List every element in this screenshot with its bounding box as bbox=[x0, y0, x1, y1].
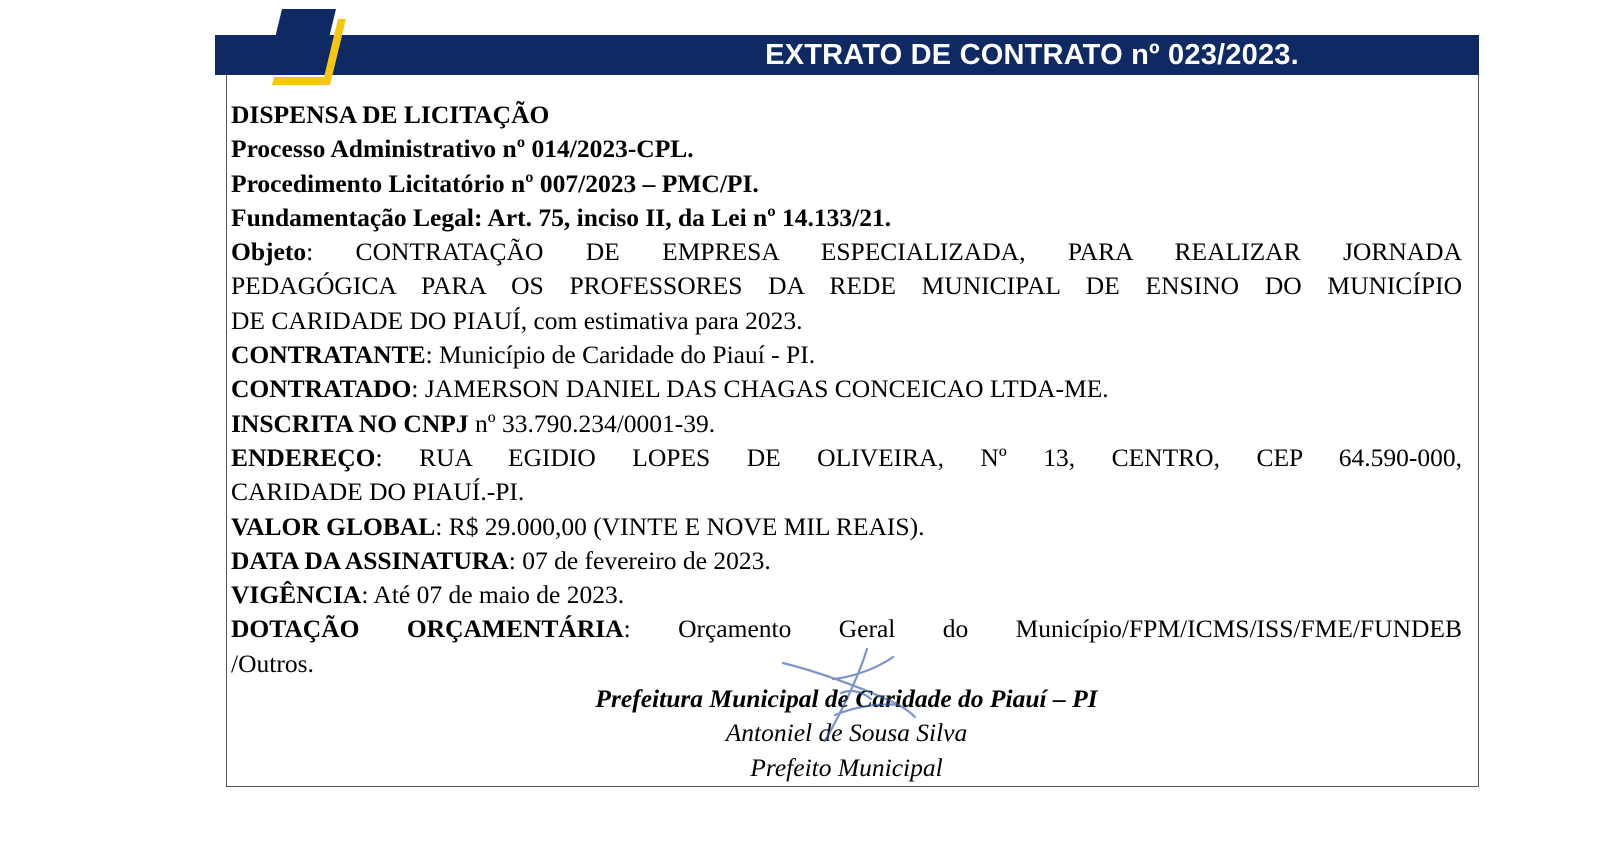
valor-label: VALOR GLOBAL bbox=[231, 511, 436, 541]
cnpj-value: nº 33.790.234/0001-39. bbox=[468, 408, 716, 438]
cnpj-line bbox=[231, 407, 1462, 441]
dotacao-label: DOTAÇÃO ORÇAMENTÁRIA bbox=[231, 614, 624, 644]
data-assinatura-line bbox=[231, 544, 1462, 578]
valor-value: : R$ 29.000,00 (VINTE E NOVE MIL REAIS). bbox=[435, 511, 925, 541]
endereco-line-1 bbox=[231, 441, 1462, 475]
contratante-line bbox=[231, 338, 1462, 372]
valor-line bbox=[231, 510, 1462, 544]
header-bar bbox=[215, 35, 1479, 75]
data-assinatura-label: DATA DA ASSINATURA bbox=[231, 545, 509, 575]
objeto-label: Objeto bbox=[231, 237, 307, 267]
dispensa-heading: DISPENSA DE LICITAÇÃO bbox=[231, 100, 550, 129]
dotacao-line-2: /Outros. bbox=[231, 648, 314, 678]
dotacao-line-1 bbox=[231, 612, 1462, 646]
endereco-label: ENDEREÇO bbox=[231, 442, 376, 472]
endereco-text-1: : RUA EGIDIO LOPES DE OLIVEIRA, Nº 13, CENTRO, CEP 64.590-000, bbox=[375, 442, 1462, 472]
vigencia-line bbox=[231, 578, 1462, 612]
organization-name: Prefeitura Municipal de Caridade do Piauí – PI bbox=[595, 684, 1098, 713]
processo-line: Processo Administrativo nº 014/2023-CPL. bbox=[231, 134, 694, 164]
contratado-line bbox=[231, 372, 1462, 406]
contratado-label: CONTRATADO bbox=[231, 374, 412, 404]
contratado-value: : JAMERSON DANIEL DAS CHAGAS CONCEICAO LTDA-ME. bbox=[411, 374, 1109, 404]
signatory-name: Antoniel de Sousa Silva bbox=[725, 718, 968, 748]
signature-block bbox=[231, 682, 1462, 785]
cnpj-label: INSCRITA NO CNPJ bbox=[231, 408, 469, 438]
contratante-value: : Município de Caridade do Piauí - PI. bbox=[425, 340, 816, 370]
procedimento-line: Procedimento Licitatório nº 007/2023 – PMC/PI. bbox=[231, 168, 759, 198]
data-assinatura-value: : 07 de fevereiro de 2023. bbox=[508, 545, 771, 575]
vigencia-value: : Até 07 de maio de 2023. bbox=[361, 580, 625, 610]
objeto-line-3: DE CARIDADE DO PIAUÍ, com estimativa para 2023. bbox=[231, 305, 803, 335]
document-title: EXTRATO DE CONTRATO nº 023/2023. bbox=[765, 39, 1299, 71]
signatory-role: Prefeito Municipal bbox=[750, 752, 943, 782]
objeto-text-2: PEDAGÓGICA PARA OS PROFESSORES DA REDE MUNICIPAL DE ENSINO DO MUNICÍPIO bbox=[231, 271, 1462, 301]
objeto-line-1 bbox=[231, 235, 1462, 269]
dotacao-text-1: : Orçamento Geral do Município/FPM/ICMS/ISS/FME/FUNDEB bbox=[623, 614, 1462, 644]
endereco-line-2: CARIDADE DO PIAUÍ.-PI. bbox=[231, 477, 525, 507]
objeto-text-1: : CONTRATAÇÃO DE EMPRESA ESPECIALIZADA, PARA REALIZAR JORNADA bbox=[306, 237, 1462, 267]
objeto-line-2 bbox=[231, 269, 1462, 303]
fundamentacao-line: Fundamentação Legal: Art. 75, inciso II, da Lei nº 14.133/21. bbox=[231, 202, 892, 232]
contratante-label: CONTRATANTE bbox=[231, 340, 426, 370]
vigencia-label: VIGÊNCIA bbox=[231, 580, 362, 610]
contract-body bbox=[231, 98, 1462, 681]
